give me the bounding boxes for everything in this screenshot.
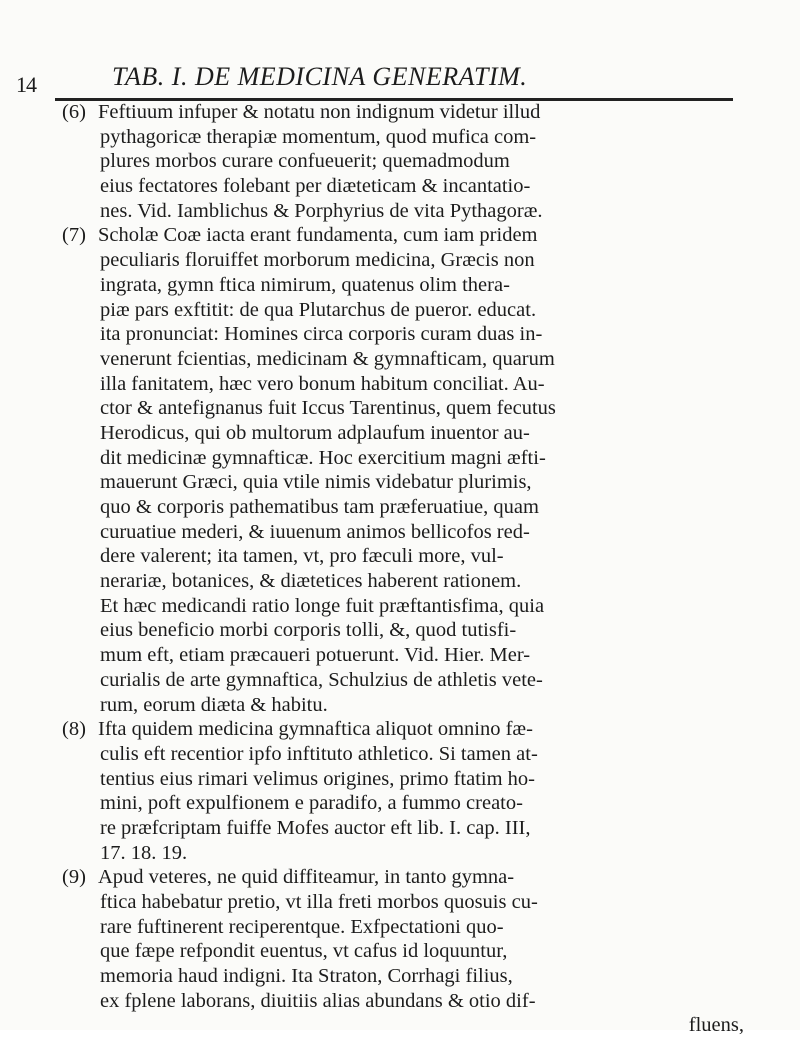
text-line [62, 421, 762, 446]
text-line [62, 223, 762, 248]
text-line [62, 495, 762, 520]
line-text: plures morbos curare confueuerit; quemadmodum [100, 150, 510, 173]
line-text: Feftiuum infuper & notatu non indignum videtur illud [98, 101, 541, 123]
line-text: dere valerent; ita tamen, vt, pro fæculi more, vul- [100, 545, 504, 568]
running-head: TAB. I. DE MEDICINA GENERATIM. [112, 62, 528, 91]
line-text: Scholæ Coæ iacta erant fundamenta, cum iam pridem [98, 224, 538, 247]
text-line [62, 890, 762, 915]
text-line [62, 273, 762, 298]
text-line [62, 668, 762, 693]
line-text: piæ pars exftitit: de qua Plutarchus de pueror. educat. [100, 298, 537, 321]
text-line [62, 347, 762, 372]
paragraph-number: (9) [62, 866, 86, 889]
text-line [62, 964, 762, 989]
text-line [62, 100, 762, 125]
line-text: ita pronunciat: Homines circa corporis curam duas in- [100, 323, 543, 346]
page-number: 14 [16, 72, 36, 97]
text-line [62, 816, 762, 841]
line-text: Ifta quidem medicina gymnaftica aliquot omnino fæ- [98, 718, 533, 741]
text-line [62, 298, 762, 323]
text-line [62, 742, 762, 767]
line-text: quo & corporis pathematibus tam præferuatiue, quam [100, 496, 539, 518]
text-line [62, 643, 762, 668]
line-text: eius fectatores folebant per diæteticam & incantatio- [100, 175, 531, 198]
line-text: mauerunt Græci, quia vtile nimis videbatur plurimis, [100, 471, 532, 494]
text-line [62, 989, 762, 1014]
line-text: nes. Vid. Iamblichus & Porphyrius de vita Pythagoræ. [100, 199, 543, 222]
text-line [62, 520, 762, 545]
line-text: curialis de arte gymnaftica, Schulzius de athletis vete- [100, 668, 543, 691]
line-text: venerunt fcientias, medicinam & gymnafticam, quarum [100, 347, 555, 370]
text-line [62, 446, 762, 471]
text-line [62, 841, 762, 866]
text-line [62, 865, 762, 890]
text-line [62, 248, 762, 273]
text-line [62, 199, 762, 224]
text-line [62, 470, 762, 495]
text-line [62, 174, 762, 199]
paragraph-number: (6) [62, 101, 86, 123]
line-text: eius beneficio morbi corporis tolli, &, quod tutisfi- [100, 619, 517, 642]
text-line [62, 125, 762, 150]
text-line [62, 322, 762, 347]
paragraph-number: (8) [62, 718, 86, 741]
line-text: Apud veteres, ne quid diffiteamur, in tanto gymna- [98, 866, 515, 889]
line-text: curuatiue mederi, & iuuenum animos bellicofos red- [100, 520, 530, 543]
line-text: dit medicinæ gymnafticæ. Hoc exercitium magni æfti- [100, 446, 546, 469]
text-line [62, 569, 762, 594]
line-text: que fæpe refpondit euentus, vt cafus id loquuntur, [100, 940, 508, 963]
text-line [62, 717, 762, 742]
line-text: nerariæ, botanices, & diætetices haberent rationem. [100, 570, 522, 593]
paragraph-number: (7) [62, 224, 86, 247]
text-line [62, 939, 762, 964]
line-text: ex fplene laborans, diuitiis alias abundans & otio dif- [100, 989, 536, 1012]
line-text: ctor & antefignanus fuit Iccus Tarentinus, quem fecutus [100, 397, 556, 420]
text-line [62, 149, 762, 174]
text-line [62, 791, 762, 816]
line-text: re præfcriptam fuiffe Mofes auctor eft lib. I. cap. III, [100, 816, 531, 839]
line-text: Et hæc medicandi ratio longe fuit præftantisfima, quia [100, 594, 545, 617]
line-text: peculiaris floruiffet morborum medicina, Græcis non [100, 249, 535, 272]
line-text: rare fuftinerent reciperentque. Exfpectationi quo- [100, 915, 504, 938]
line-text: Herodicus, qui ob multorum adplaufum inuentor au- [100, 421, 530, 444]
text-line [62, 915, 762, 940]
text-line [62, 618, 762, 643]
line-text: mini, poft expulfionem e paradifo, a fummo creato- [100, 792, 523, 815]
line-text: 17. 18. 19. [100, 841, 188, 864]
line-text: culis eft recentior ipfo inftituto athletico. Si tamen at- [100, 742, 538, 765]
text-line [62, 372, 762, 397]
line-text: ingrata, gymn ftica nimirum, quatenus olim thera- [100, 273, 510, 296]
text-line [62, 594, 762, 619]
line-text: mum eft, etiam præcaueri potuerunt. Vid. Hier. Mer- [100, 644, 531, 667]
text-line [62, 544, 762, 569]
line-text: illa fanitatem, hæc vero bonum habitum conciliat. Au- [100, 372, 545, 395]
text-line [62, 693, 762, 718]
text-line [62, 396, 762, 421]
body-text [62, 100, 762, 1038]
line-text: tentius eius rimari velimus origines, primo ftatim ho- [100, 767, 535, 790]
line-text: pythagoricæ therapiæ momentum, quod mufica com- [100, 125, 537, 148]
line-text: rum, eorum diæta & habitu. [100, 693, 328, 716]
catchword: fluens, [688, 1014, 744, 1037]
text-line [62, 767, 762, 792]
line-text: ftica habebatur pretio, vt illa freti morbos quosuis cu- [100, 891, 538, 913]
line-text: memoria haud indigni. Ita Straton, Corrhagi filius, [100, 965, 513, 988]
